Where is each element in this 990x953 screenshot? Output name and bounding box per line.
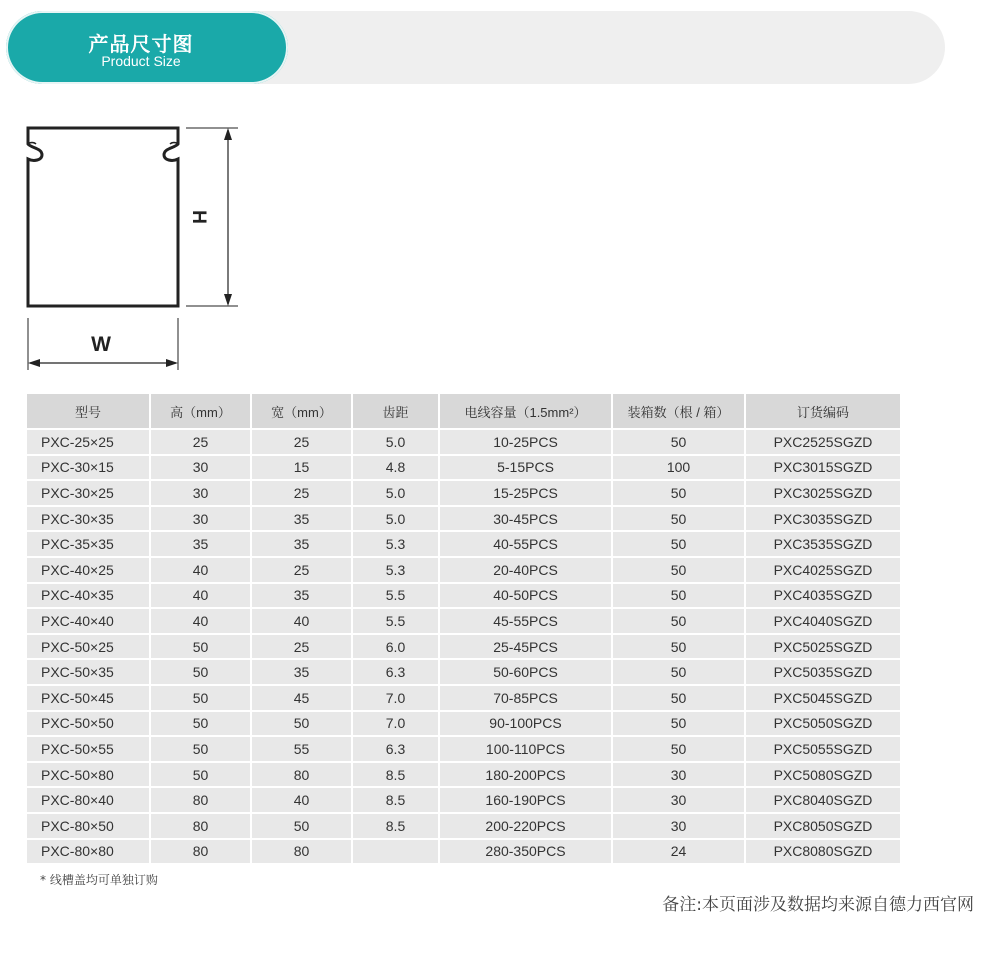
table-cell: 25 <box>252 481 351 505</box>
table-cell: 50 <box>151 737 250 761</box>
table-cell: PXC4025SGZD <box>746 558 900 582</box>
table-cell: 5.0 <box>353 507 438 531</box>
column-header: 齿距 <box>353 394 438 428</box>
table-cell: 50 <box>613 609 744 633</box>
column-header: 宽（mm） <box>252 394 351 428</box>
table-cell: 50 <box>151 763 250 787</box>
table-cell: 5.3 <box>353 558 438 582</box>
table-cell: PXC5025SGZD <box>746 635 900 659</box>
table-cell: 8.5 <box>353 763 438 787</box>
table-cell: 5.0 <box>353 481 438 505</box>
table-cell: PXC-30×15 <box>27 456 149 480</box>
table-cell: 45 <box>252 686 351 710</box>
table-cell: 40-55PCS <box>440 532 611 556</box>
table-cell: 35 <box>252 532 351 556</box>
table-row <box>27 686 900 710</box>
table-cell: 50 <box>151 660 250 684</box>
table-cell: 10-25PCS <box>440 430 611 454</box>
table-cell: PXC5080SGZD <box>746 763 900 787</box>
table-row <box>27 737 900 761</box>
table-cell: PXC3025SGZD <box>746 481 900 505</box>
table-cell: 5.5 <box>353 609 438 633</box>
table-cell: 55 <box>252 737 351 761</box>
table-cell: PXC3535SGZD <box>746 532 900 556</box>
table-cell: PXC-35×35 <box>27 532 149 556</box>
table-cell: 50 <box>252 712 351 736</box>
table-cell: PXC4040SGZD <box>746 609 900 633</box>
table-cell: 5.3 <box>353 532 438 556</box>
table-cell: 40 <box>252 788 351 812</box>
table-body <box>27 430 900 863</box>
table-row <box>27 481 900 505</box>
table-cell: 7.0 <box>353 686 438 710</box>
table-cell: PXC-50×35 <box>27 660 149 684</box>
table-cell: 50 <box>613 660 744 684</box>
trunking-dimension-diagram <box>18 118 248 380</box>
table-cell: 25 <box>252 635 351 659</box>
column-header: 高（mm） <box>151 394 250 428</box>
table-cell: PXC-80×50 <box>27 814 149 838</box>
table-cell: 80 <box>151 840 250 864</box>
table-row <box>27 840 900 864</box>
table-cell: 24 <box>613 840 744 864</box>
table-cell: 35 <box>151 532 250 556</box>
table-cell: 30 <box>151 481 250 505</box>
table-cell: 80 <box>151 814 250 838</box>
column-header: 装箱数（根 / 箱） <box>613 394 744 428</box>
footnote: * 线槽盖均可单独订购 <box>40 873 158 887</box>
width-label: W <box>91 333 111 356</box>
column-header: 电线容量（1.5mm²） <box>440 394 611 428</box>
table-cell: 5.5 <box>353 584 438 608</box>
table-cell: PXC-40×25 <box>27 558 149 582</box>
table-cell: PXC-30×25 <box>27 481 149 505</box>
table-cell: 5-15PCS <box>440 456 611 480</box>
table-cell: 50 <box>613 481 744 505</box>
source-remark: 备注:本页面涉及数据均来源自德力西官网 <box>662 895 974 915</box>
table-row <box>27 763 900 787</box>
table-cell: 100-110PCS <box>440 737 611 761</box>
table-cell: PXC-40×35 <box>27 584 149 608</box>
table-cell: 50 <box>252 814 351 838</box>
table-cell: 50-60PCS <box>440 660 611 684</box>
table-cell: PXC3015SGZD <box>746 456 900 480</box>
table-cell: PXC-50×45 <box>27 686 149 710</box>
table-cell: 25 <box>252 430 351 454</box>
table-cell: 50 <box>151 686 250 710</box>
table-cell: 45-55PCS <box>440 609 611 633</box>
table-cell: 30 <box>151 456 250 480</box>
table-row <box>27 532 900 556</box>
table-cell: PXC-25×25 <box>27 430 149 454</box>
table-cell: 50 <box>151 712 250 736</box>
table-cell: PXC2525SGZD <box>746 430 900 454</box>
table-cell: PXC-40×40 <box>27 609 149 633</box>
column-header: 订货编码 <box>746 394 900 428</box>
trunking-profile <box>28 128 178 306</box>
table-row <box>27 635 900 659</box>
table-cell: 80 <box>252 763 351 787</box>
table-cell: 40 <box>151 558 250 582</box>
table-cell: 20-40PCS <box>440 558 611 582</box>
table-row <box>27 712 900 736</box>
table-cell: 6.0 <box>353 635 438 659</box>
table-cell: PXC-80×80 <box>27 840 149 864</box>
table-cell: 30 <box>151 507 250 531</box>
section-title-en: Product Size <box>101 53 181 69</box>
table-cell: PXC5055SGZD <box>746 737 900 761</box>
height-label: H <box>187 210 209 224</box>
table-header-row <box>27 394 900 428</box>
table-cell: PXC-80×40 <box>27 788 149 812</box>
table-cell: 6.3 <box>353 660 438 684</box>
table-cell: 8.5 <box>353 788 438 812</box>
table-cell: 180-200PCS <box>440 763 611 787</box>
table-row <box>27 558 900 582</box>
table-cell: 50 <box>613 430 744 454</box>
table-cell: 50 <box>613 584 744 608</box>
table-cell: 50 <box>151 635 250 659</box>
table-cell: 30-45PCS <box>440 507 611 531</box>
table-row <box>27 507 900 531</box>
table-cell: 15 <box>252 456 351 480</box>
table-cell: 35 <box>252 660 351 684</box>
table-cell: 50 <box>613 635 744 659</box>
table-cell: 100 <box>613 456 744 480</box>
section-title-cn: 产品尺寸图 <box>88 32 194 56</box>
table-cell: PXC-50×80 <box>27 763 149 787</box>
table-cell: PXC-50×25 <box>27 635 149 659</box>
table-cell: 40 <box>252 609 351 633</box>
table-cell: 80 <box>252 840 351 864</box>
table-cell: 50 <box>613 558 744 582</box>
table-row <box>27 660 900 684</box>
table-cell: PXC-50×55 <box>27 737 149 761</box>
table-cell: 40 <box>151 609 250 633</box>
table-cell: 90-100PCS <box>440 712 611 736</box>
table-row <box>27 456 900 480</box>
table-cell: PXC8050SGZD <box>746 814 900 838</box>
table-cell <box>353 840 438 864</box>
table-cell: 50 <box>613 712 744 736</box>
column-header: 型号 <box>27 394 149 428</box>
table-cell: 80 <box>151 788 250 812</box>
table-cell: 40-50PCS <box>440 584 611 608</box>
table-cell: 200-220PCS <box>440 814 611 838</box>
table-cell: PXC8080SGZD <box>746 840 900 864</box>
table-cell: 25-45PCS <box>440 635 611 659</box>
table-cell: PXC3035SGZD <box>746 507 900 531</box>
table-cell: 50 <box>613 507 744 531</box>
table-cell: 30 <box>613 814 744 838</box>
table-cell: 280-350PCS <box>440 840 611 864</box>
table-cell: 50 <box>613 532 744 556</box>
table-cell: 70-85PCS <box>440 686 611 710</box>
table-row <box>27 609 900 633</box>
table-row <box>27 584 900 608</box>
table-row <box>27 814 900 838</box>
table-cell: PXC4035SGZD <box>746 584 900 608</box>
table-cell: PXC5050SGZD <box>746 712 900 736</box>
table-cell: PXC-30×35 <box>27 507 149 531</box>
table-cell: 160-190PCS <box>440 788 611 812</box>
table-cell: 30 <box>613 763 744 787</box>
table-cell: 50 <box>613 686 744 710</box>
table-cell: 35 <box>252 507 351 531</box>
table-cell: PXC-50×50 <box>27 712 149 736</box>
table-cell: 35 <box>252 584 351 608</box>
table-cell: 4.8 <box>353 456 438 480</box>
table-cell: PXC5035SGZD <box>746 660 900 684</box>
table-cell: 25 <box>151 430 250 454</box>
table-cell: 15-25PCS <box>440 481 611 505</box>
table-cell: PXC5045SGZD <box>746 686 900 710</box>
table-cell: 25 <box>252 558 351 582</box>
table-cell: PXC8040SGZD <box>746 788 900 812</box>
table-cell: 7.0 <box>353 712 438 736</box>
table-row <box>27 788 900 812</box>
table-cell: 8.5 <box>353 814 438 838</box>
table-cell: 40 <box>151 584 250 608</box>
table-cell: 30 <box>613 788 744 812</box>
table-cell: 5.0 <box>353 430 438 454</box>
table-cell: 50 <box>613 737 744 761</box>
product-size-table <box>25 392 902 865</box>
table-row <box>27 430 900 454</box>
table-cell: 6.3 <box>353 737 438 761</box>
